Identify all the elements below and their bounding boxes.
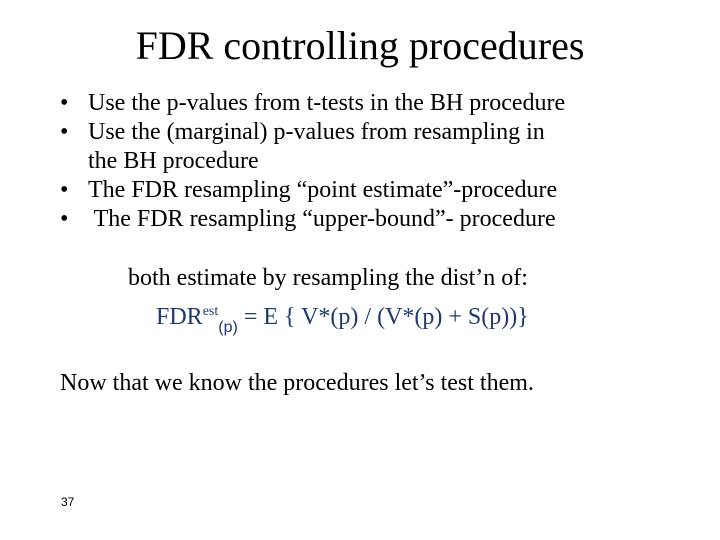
bullet-item [60,89,710,118]
bullet-item [60,176,710,205]
bullet-item [60,205,710,234]
fdr-formula [156,297,529,342]
bullet-icon: • [60,119,69,145]
closing-statement: Now that we know the procedures let’s test them. [60,370,534,396]
formula-subscript: (p) [218,319,238,336]
bullet-text: The FDR resampling “upper-bound”- procedure [88,206,556,232]
bullet-list [60,89,710,234]
formula-rest: = E { V*(p) / (V*(p) + S(p))} [237,304,529,330]
slide-title: FDR controlling procedures [135,23,585,68]
page-number: 37 [61,495,75,509]
bullet-item [60,118,710,176]
bullet-text-continued: the BH procedure [88,148,259,174]
formula-superscript: est [202,304,219,319]
formula-base: FDR [156,304,203,330]
bullet-icon: • [60,177,69,203]
estimate-description: both estimate by resampling the dist’n of: [128,265,528,291]
bullet-text: Use the p-values from t-tests in the BH procedure [88,90,566,116]
bullet-icon: • [60,206,69,232]
bullet-text: Use the (marginal) p-values from resampling in [88,119,545,145]
bullet-icon: • [60,90,69,116]
bullet-text: The FDR resampling “point estimate”-procedure [88,177,558,203]
